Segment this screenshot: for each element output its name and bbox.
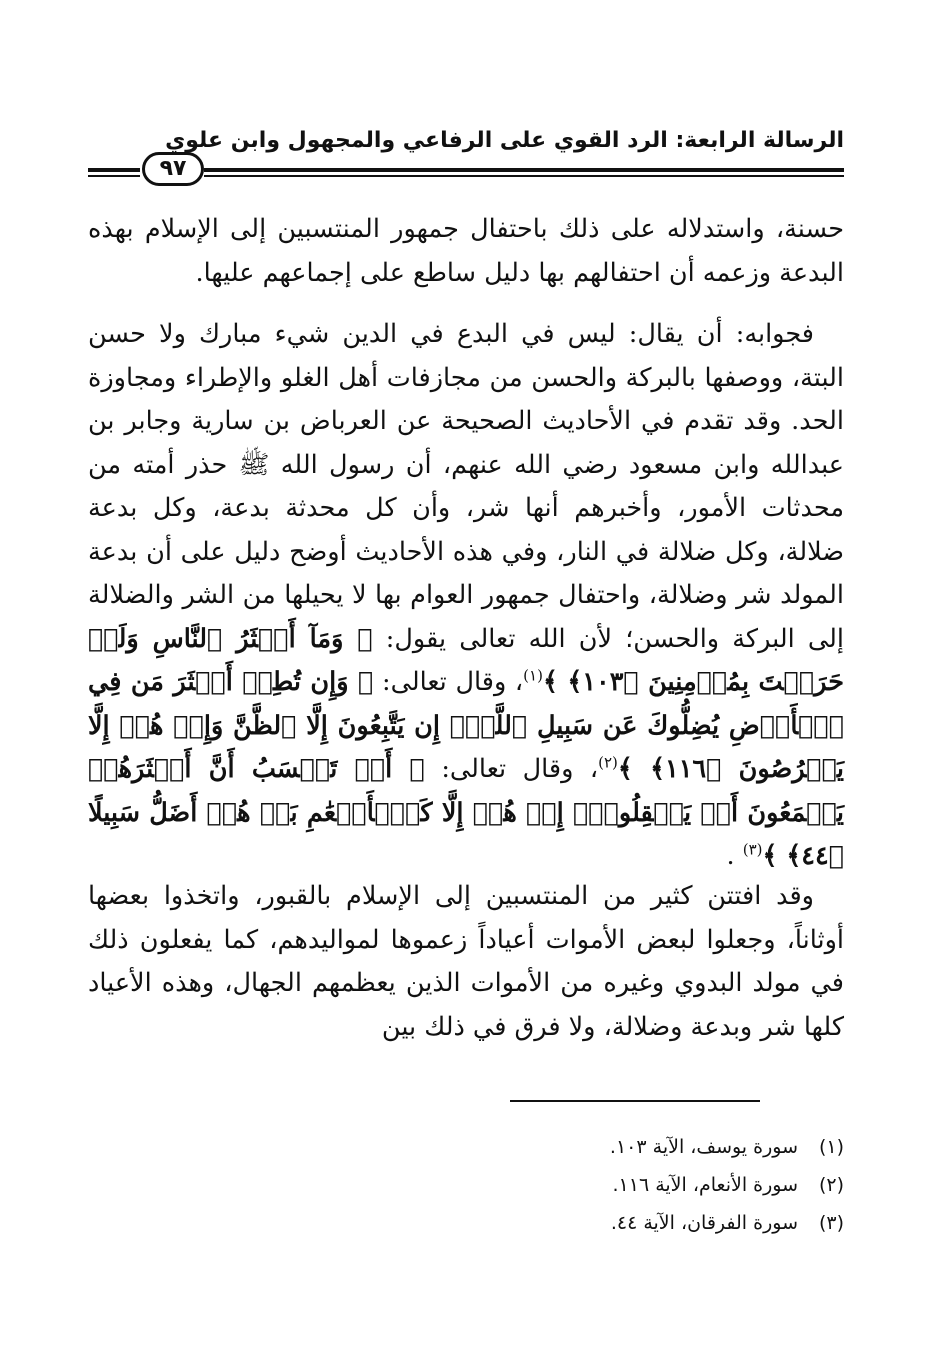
footnote-number: (٣) xyxy=(818,1212,844,1234)
footnote-number: (٢) xyxy=(818,1174,844,1196)
quran-verse-1: ﴿ وَمَآ أَكۡثَرُ ٱلنَّاسِ وَلَوۡ حَرَصۡتَ بِمُؤۡمِنِينَ ﴿١٠٣﴾ ﴾ xyxy=(88,623,844,697)
header-rule-thick xyxy=(204,168,844,172)
footnote-text: سورة يوسف، الآية ١٠٣. xyxy=(609,1136,798,1158)
footnote-ref-3: (٣) xyxy=(742,840,763,859)
footnote-text: سورة الفرقان، الآية ٤٤. xyxy=(610,1212,798,1234)
paragraph-2-end: . xyxy=(726,841,735,871)
paragraph-2-part-b: ، وقال تعالى: xyxy=(381,667,524,697)
paragraph-2-part-a: فجوابه: أن يقال: ليس في البدع في الدين شيء مبارك ولا حسن البتة، ووصفها بالبركة والحسن من مجازفات أهل الغلو والإطراء ومجاوزة الحد. وقد تقدم في الأحاديث الصحيحة عن العرباض بن سارية وجابر بن عبدالله وابن مسعود رضي الله عنهم، أن رسول الله ﷺ حذر أمته من محدثات الأمور، وأخبرهم أنها شر، وأن كل محدثة بدعة، وكل بدعة ضلالة، وكل ضلالة في النار، وفي هذه الأحاديث أوضح دليل على أن بدعة المولد شر وضلالة، واحتفال جمهور العوام بها لا يحيلها من الشر والضلالة إلى البركة والحسن؛ لأن الله تعالى يقول: xyxy=(88,319,844,654)
header-rule-thin xyxy=(88,175,140,177)
paragraph-2-part-c: ، وقال تعالى: xyxy=(441,754,599,784)
footnote-ref-2: (٢) xyxy=(598,753,618,772)
footnote-separator xyxy=(510,1100,760,1102)
header-rule-thick xyxy=(88,168,140,172)
paragraph-3-body: وقد افتتن كثير من المنتسبين إلى الإسلام بالقبور، واتخذوا بعضها أوثاناً، وجعلوا لبعض الأموات أعياداً زعموها لمواليدهم، كما يفعلون ذلك في مولد البدوي وغيره من الأموات الذين يعظمهم الجهال، وهذه الأعياد كلها شر وبدعة وضلالة، ولا فرق في ذلك بين xyxy=(88,881,844,1042)
paragraph-3-text xyxy=(88,875,844,1049)
paragraph-2-text xyxy=(88,313,844,879)
footnote-number: (١) xyxy=(818,1136,844,1158)
quran-verse-3: ﴿ أَمۡ تَحۡسَبُ أَنَّ أَكۡثَرَهُمۡ يَسۡمَعُونَ أَوۡ يَعۡقِلُونَۚ إِنۡ هُمۡ إِلَّا كَٱلۡأَنۡعَٰمِ بَلۡ هُمۡ أَضَلُّ سَبِيلًا ﴿٤٤﴾ ﴾ xyxy=(88,754,844,871)
paragraph-1 xyxy=(88,208,844,295)
header-rule-right xyxy=(204,160,844,186)
paragraph-1-text: حسنة، واستدلاله على ذلك باحتفال جمهور المنتسبين إلى الإسلام بهذه البدعة وزعمه أن احتفالهم بها دليل ساطع على إجماعهم عليها. xyxy=(88,214,844,288)
running-header-title: الرسالة الرابعة: الرد القوي على الرفاعي والمجهول وابن علوي xyxy=(165,128,844,153)
paragraph-2 xyxy=(88,313,844,879)
header-rule-left xyxy=(88,160,140,186)
paragraph-3 xyxy=(88,875,844,1049)
quran-verse-2: ﴿ وَإِن تُطِعۡ أَكۡثَرَ مَن فِي ٱلۡأَرۡضِ يُضِلُّوكَ عَن سَبِيلِ ٱللَّهِۚ إِن يَتَّبِعُونَ إِلَّا ٱلظَّنَّ وَإِنۡ هُمۡ إِلَّا يَخۡرُصُونَ ﴿١١٦﴾ ﴾ xyxy=(88,667,844,784)
footnote-item xyxy=(344,1166,844,1204)
footnote-item xyxy=(344,1128,844,1166)
page-number: ٩٧ xyxy=(142,152,204,186)
footnote-item xyxy=(344,1204,844,1242)
header-rule-thin xyxy=(204,175,844,177)
footnotes xyxy=(344,1128,844,1242)
footnote-text: سورة الأنعام، الآية ١١٦. xyxy=(612,1174,798,1196)
footnote-ref-1: (١) xyxy=(523,666,543,685)
